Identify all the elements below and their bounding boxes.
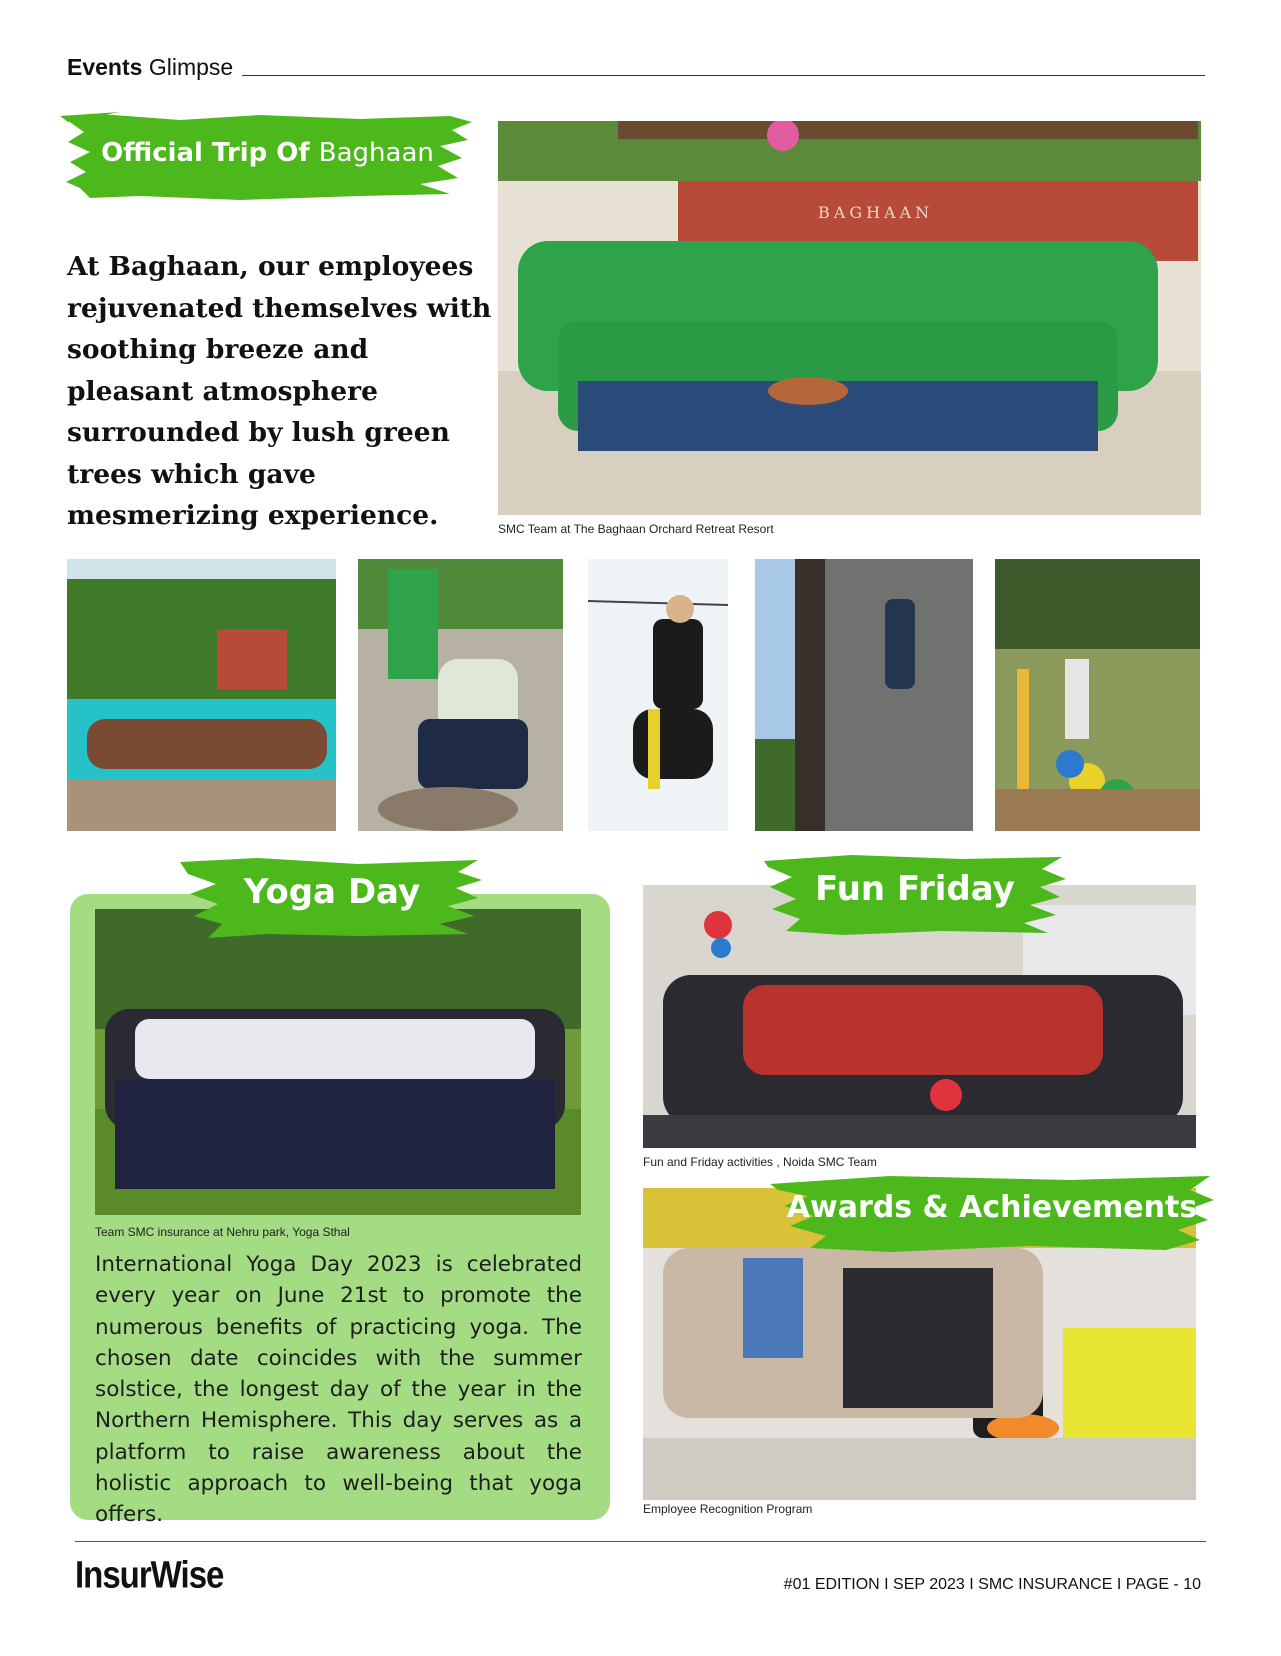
zipline-photo: [588, 559, 728, 831]
insurwise-logo: InsurWise: [75, 1553, 224, 1596]
fun-friday-caption: Fun and Friday activities , Noida SMC Team: [643, 1155, 877, 1169]
awards-banner-text: Awards & Achievements: [786, 1190, 1198, 1225]
yoga-body-text: International Yoga Day 2023 is celebrated every year on June 21st to promote the numerous benefits of practicing yoga. The chosen date coincides with the summer solstice, the longest day of the year in the Northern Hemisphere. This day serves as a platform to raise awareness about the holistic approach to well-being that yoga offers.: [95, 1252, 582, 1528]
awards-banner: [770, 1176, 1214, 1254]
edition-info: #01 EDITION I SEP 2023 I SMC INSURANCE I PAGE - 10: [783, 1576, 1201, 1593]
climbing-wall-photo: [755, 559, 973, 831]
baghaan-sign: BAGHAAN: [818, 203, 934, 222]
baghaan-photo-caption: SMC Team at The Baghaan Orchard Retreat Resort: [498, 522, 774, 536]
baghaan-banner: [60, 112, 475, 202]
cup-photo: [358, 559, 563, 831]
yoga-photo-caption: Team SMC insurance at Nehru park, Yoga Sthal: [95, 1225, 350, 1239]
pool-photo: [67, 559, 336, 831]
obstacle-course-photo: [995, 559, 1200, 831]
footer-divider: [75, 1541, 1206, 1542]
fun-friday-banner-text: Fun Friday: [815, 869, 1015, 909]
header-divider: [242, 75, 1205, 76]
awards-caption: Employee Recognition Program: [643, 1502, 813, 1516]
baghaan-intro: At Baghaan, our employees rejuvenated themselves with soothing breeze and pleasant atmosphere surrounded by lush green trees which gave mesmerizing experience.: [67, 251, 492, 531]
baghaan-banner-text: Official Trip Of Baghaan: [101, 138, 434, 168]
yoga-group-photo: [95, 909, 581, 1215]
baghaan-group-photo: [498, 121, 1201, 515]
fun-friday-banner: [762, 855, 1068, 935]
section-title: Events Glimpse: [67, 54, 234, 80]
yoga-banner: [178, 858, 486, 938]
yoga-banner-text: Yoga Day: [243, 872, 421, 912]
